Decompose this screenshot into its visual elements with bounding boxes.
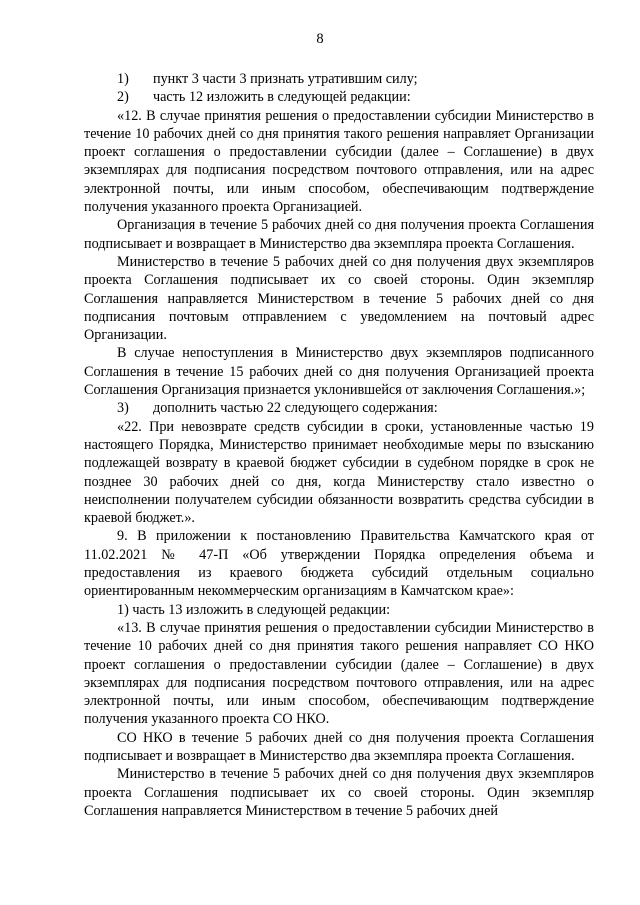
- paragraph: Организация в течение 5 рабочих дней со дня получения проекта Соглашения подписывает и возвращает в Министерство два экземпляра проекта Соглашения.: [84, 217, 594, 252]
- document-body: [84, 70, 594, 819]
- list-item-number: 3): [117, 400, 129, 417]
- paragraph: «22. При невозврате средств субсидии в сроки, установленные частью 19 настоящего Порядка, Министерство принимает необходимые меры по взысканию подлежащей возврату в краевой бюджет субсидии в судебном порядке в срок не позднее 30 рабочих дней со дня, когда Министерству стало известно о неисполнении получателем субсидии обязанности возвратить средства субсидии в краевой бюджет.».: [84, 418, 594, 527]
- list-item-text: пункт 3 части 3 признать утратившим силу;: [153, 71, 418, 87]
- list-item-text: дополнить частью 22 следующего содержания:: [153, 400, 438, 417]
- paragraph: 1) часть 13 изложить в следующей редакции:: [117, 601, 391, 618]
- paragraph: В случае непоступления в Министерство двух экземпляров подписанного Соглашения в течение 15 рабочих дней со дня получения Организацией проекта Соглашения Организация признается уклонившейся от заключения Соглашения.»;: [84, 345, 594, 399]
- paragraph: Министерство в течение 5 рабочих дней со дня получения двух экземпляров проекта Соглашения подписывает их со своей стороны. Один экземпляр Соглашения направляется Министерством в течение 5 рабочих дней со дня подписания почтовым отправлением с уведомлением на почтовый адрес Организации.: [84, 253, 594, 344]
- list-item-text: часть 12 изложить в следующей редакции:: [153, 89, 411, 106]
- list-item: [84, 399, 594, 417]
- list-item: [84, 88, 594, 106]
- paragraph: Министерство в течение 5 рабочих дней со дня получения двух экземпляров проекта Соглашения подписывает их со своей стороны. Один экземпляр Соглашения направляется Министерством в течение 5 рабочих дней: [84, 766, 594, 819]
- page-number: 8: [316, 31, 324, 47]
- list-item: [84, 70, 594, 88]
- list-item-number: 2): [117, 89, 129, 106]
- paragraph: СО НКО в течение 5 рабочих дней со дня получения проекта Соглашения подписывает и возвращает в Министерство два экземпляра проекта Соглашения.: [84, 729, 594, 764]
- paragraph: 9. В приложении к постановлению Правительства Камчатского края от 11.02.2021 № 47-П «Об утверждении Порядка определения объема и предоставления из краевого бюджета субсидий отдельным социально ориентированным некоммерческим организациям в Камчатском крае»:: [84, 528, 594, 600]
- paragraph: «13. В случае принятия решения о предоставлении субсидии Министерство в течение 10 рабочих дней со дня принятия такого решения направляет СО НКО проект соглашения о предоставлении субсидии (далее – Соглашение) в двух экземплярах для подписания посредством почтового отправления, или на адрес электронной почты, или иным способом, обеспечивающим подтверждение получения указанного проекта СО НКО.: [84, 619, 594, 728]
- paragraph: «12. В случае принятия решения о предоставлении субсидии Министерство в течение 10 рабочих дней со дня принятия такого решения направляет Организации проект соглашения о предоставлении субсидии (далее – Соглашение) в двух экземплярах для подписания посредством почтового отправления, или на адрес электронной почты, или иным способом, обеспечивающим подтверждение получения указанного проекта Организацией.: [84, 107, 594, 216]
- list-item-number: 1): [117, 71, 129, 87]
